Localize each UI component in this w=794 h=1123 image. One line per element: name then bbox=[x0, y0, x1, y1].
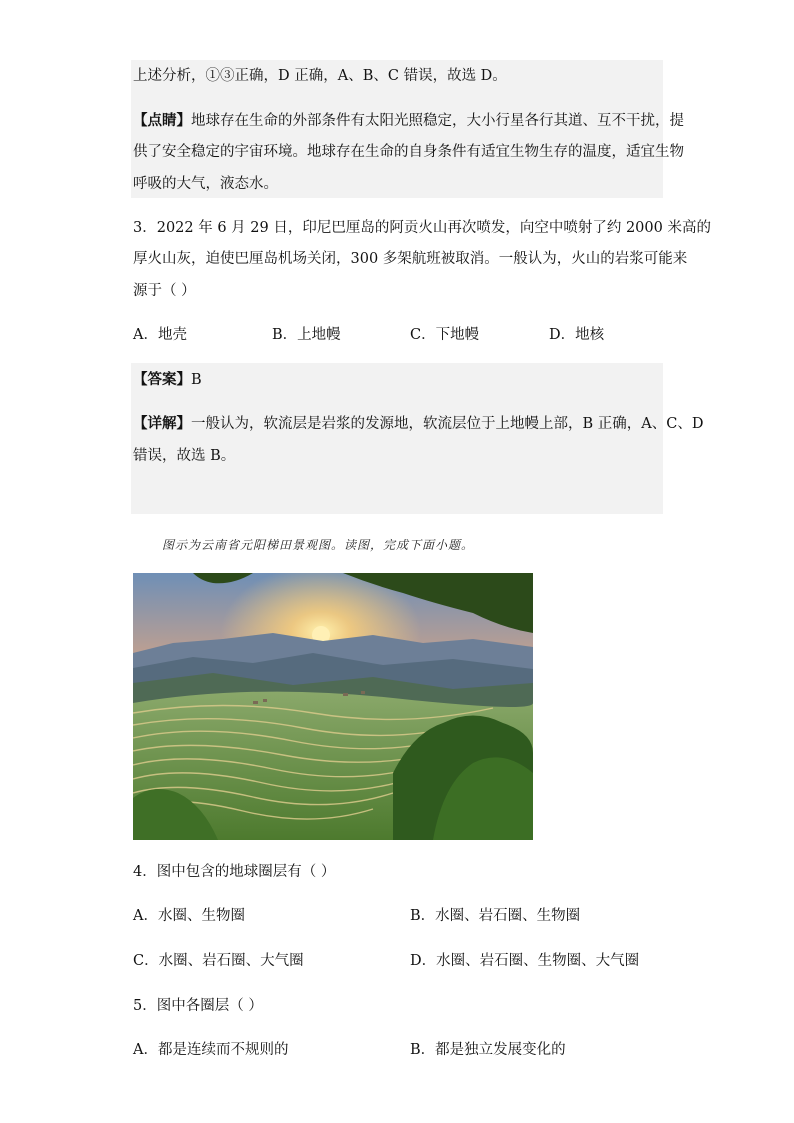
answer-label: 【答案】 bbox=[133, 371, 191, 388]
answer-value: B bbox=[191, 372, 202, 388]
q3-answer bbox=[133, 370, 202, 390]
q3-detail-line-1 bbox=[133, 414, 703, 434]
q3-stem-line-3: 源于（ ） bbox=[133, 283, 196, 299]
q4-stem: 4．图中包含的地球圈层有（ ） bbox=[133, 864, 336, 880]
answer-block-shade bbox=[131, 363, 663, 514]
q4-option-d: D．水圈、岩石圈、生物圈、大气圈 bbox=[410, 953, 640, 969]
q3-stem-line-2: 厚火山灰，迫使巴厘岛机场关闭，300 多架航班被取消。一般认为，火山的岩浆可能来 bbox=[133, 251, 688, 267]
q3-option-c: C．下地幔 bbox=[410, 327, 480, 343]
q5-option-b: B．都是独立发展变化的 bbox=[410, 1042, 566, 1058]
tip-label: 【点睛】 bbox=[133, 112, 191, 129]
q3-option-d: D．地核 bbox=[549, 327, 605, 343]
q5-option-a: A．都是连续而不规则的 bbox=[133, 1042, 289, 1058]
tip-line-2: 供了安全稳定的宇宙环境。地球存在生命的自身条件有适宜生物生存的温度，适宜生物 bbox=[133, 144, 684, 160]
q4-option-b: B．水圈、岩石圈、生物圈 bbox=[410, 908, 581, 924]
q5-stem: 5．图中各圈层（ ） bbox=[133, 998, 263, 1014]
detail-text-1: 一般认为，软流层是岩浆的发源地，软流层位于上地幔上部，B 正确，A、C、D bbox=[191, 416, 704, 432]
analysis-conclusion: 上述分析，①③正确，D 正确，A、B、C 错误，故选 D。 bbox=[133, 68, 507, 84]
q3-option-b: B．上地幔 bbox=[272, 327, 341, 343]
q3-detail-line-2: 错误，故选 B。 bbox=[133, 448, 236, 464]
q4-option-c: C．水圈、岩石圈、大气圈 bbox=[133, 953, 304, 969]
figure-caption: 图示为云南省元阳梯田景观图。读图，完成下面小题。 bbox=[162, 538, 475, 552]
q4-option-a: A．水圈、生物圈 bbox=[133, 908, 245, 924]
q3-option-a: A．地壳 bbox=[133, 327, 187, 343]
tip-line-3: 呼吸的大气，液态水。 bbox=[133, 176, 278, 192]
tip-line-1 bbox=[133, 111, 684, 131]
terrace-landscape-image bbox=[133, 573, 533, 840]
tip-text-1: 地球存在生命的外部条件有太阳光照稳定，大小行星各行其道、互不干扰，提 bbox=[191, 113, 684, 129]
q3-stem-line-1: 3．2022 年 6 月 29 日，印尼巴厘岛的阿贡火山再次喷发，向空中喷射了约 2000 米高的 bbox=[133, 220, 711, 236]
detail-label: 【详解】 bbox=[133, 415, 191, 432]
